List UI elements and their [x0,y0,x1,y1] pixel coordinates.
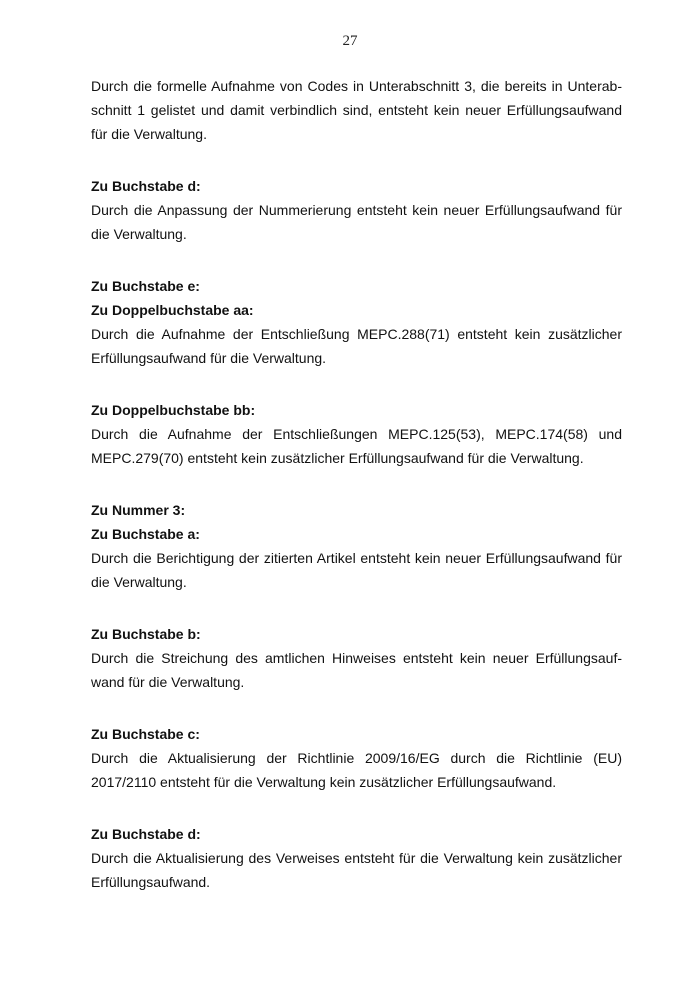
text-line: die Verwaltung. [91,574,187,590]
section-paragraph [91,646,622,694]
section-heading: Zu Nummer 3: [91,502,186,518]
text-line: Durch die Anpassung der Nummerierung entsteht kein neuer Erfüllungsaufwand für [91,202,622,218]
text-line: Erfüllungsaufwand. [91,874,211,890]
text-line: für die Verwaltung. [91,126,207,142]
text-line: Durch die Aufnahme der Entschließung MEPC.288(71) entsteht kein zusätzlicher [91,326,622,342]
text-line: 2017/2110 entsteht für die Verwaltung kein zusätzlicher Erfüllungsaufwand. [91,774,557,790]
text-line: schnitt 1 gelistet und damit verbindlich sind, entsteht kein neuer Erfüllungsaufwand [91,102,622,118]
section-paragraph [91,198,622,246]
section-heading: Zu Buchstabe e: [91,278,200,294]
section-heading: Zu Buchstabe c: [91,726,200,742]
section-paragraph [91,422,622,470]
section-heading: Zu Buchstabe d: [91,178,201,194]
document-body [91,74,622,894]
intro-paragraph [91,74,622,146]
section-paragraph [91,746,622,794]
section-paragraph [91,546,622,594]
section-paragraph [91,846,622,894]
section-heading: Zu Buchstabe d: [91,826,201,842]
section-subheading: Zu Buchstabe a: [91,526,200,542]
text-line: Durch die formelle Aufnahme von Codes in Unterabschnitt 3, die bereits in Unterab- [91,78,622,94]
text-line: Durch die Aktualisierung des Verweises entsteht für die Verwaltung kein zusätzlicher [91,850,622,866]
section-paragraph [91,322,622,370]
text-line: Durch die Streichung des amtlichen Hinweises entsteht kein neuer Erfüllungsauf- [91,650,622,666]
section-subheading: Zu Doppelbuchstabe aa: [91,302,254,318]
text-line: Erfüllungsaufwand für die Verwaltung. [91,350,327,366]
text-line: MEPC.279(70) entsteht kein zusätzlicher Erfüllungsaufwand für die Verwaltung. [91,450,584,466]
text-line: die Verwaltung. [91,226,187,242]
section-heading: Zu Buchstabe b: [91,626,201,642]
text-line: Durch die Aufnahme der Entschließungen MEPC.125(53), MEPC.174(58) und [91,426,622,442]
section-heading: Zu Doppelbuchstabe bb: [91,402,256,418]
text-line: Durch die Berichtigung der zitierten Artikel entsteht kein neuer Erfüllungsaufwand für [91,550,622,566]
page-number: 27 [342,33,358,49]
text-line: Durch die Aktualisierung der Richtlinie 2009/16/EG durch die Richtlinie (EU) [91,750,622,766]
text-line: wand für die Verwaltung. [91,674,245,690]
